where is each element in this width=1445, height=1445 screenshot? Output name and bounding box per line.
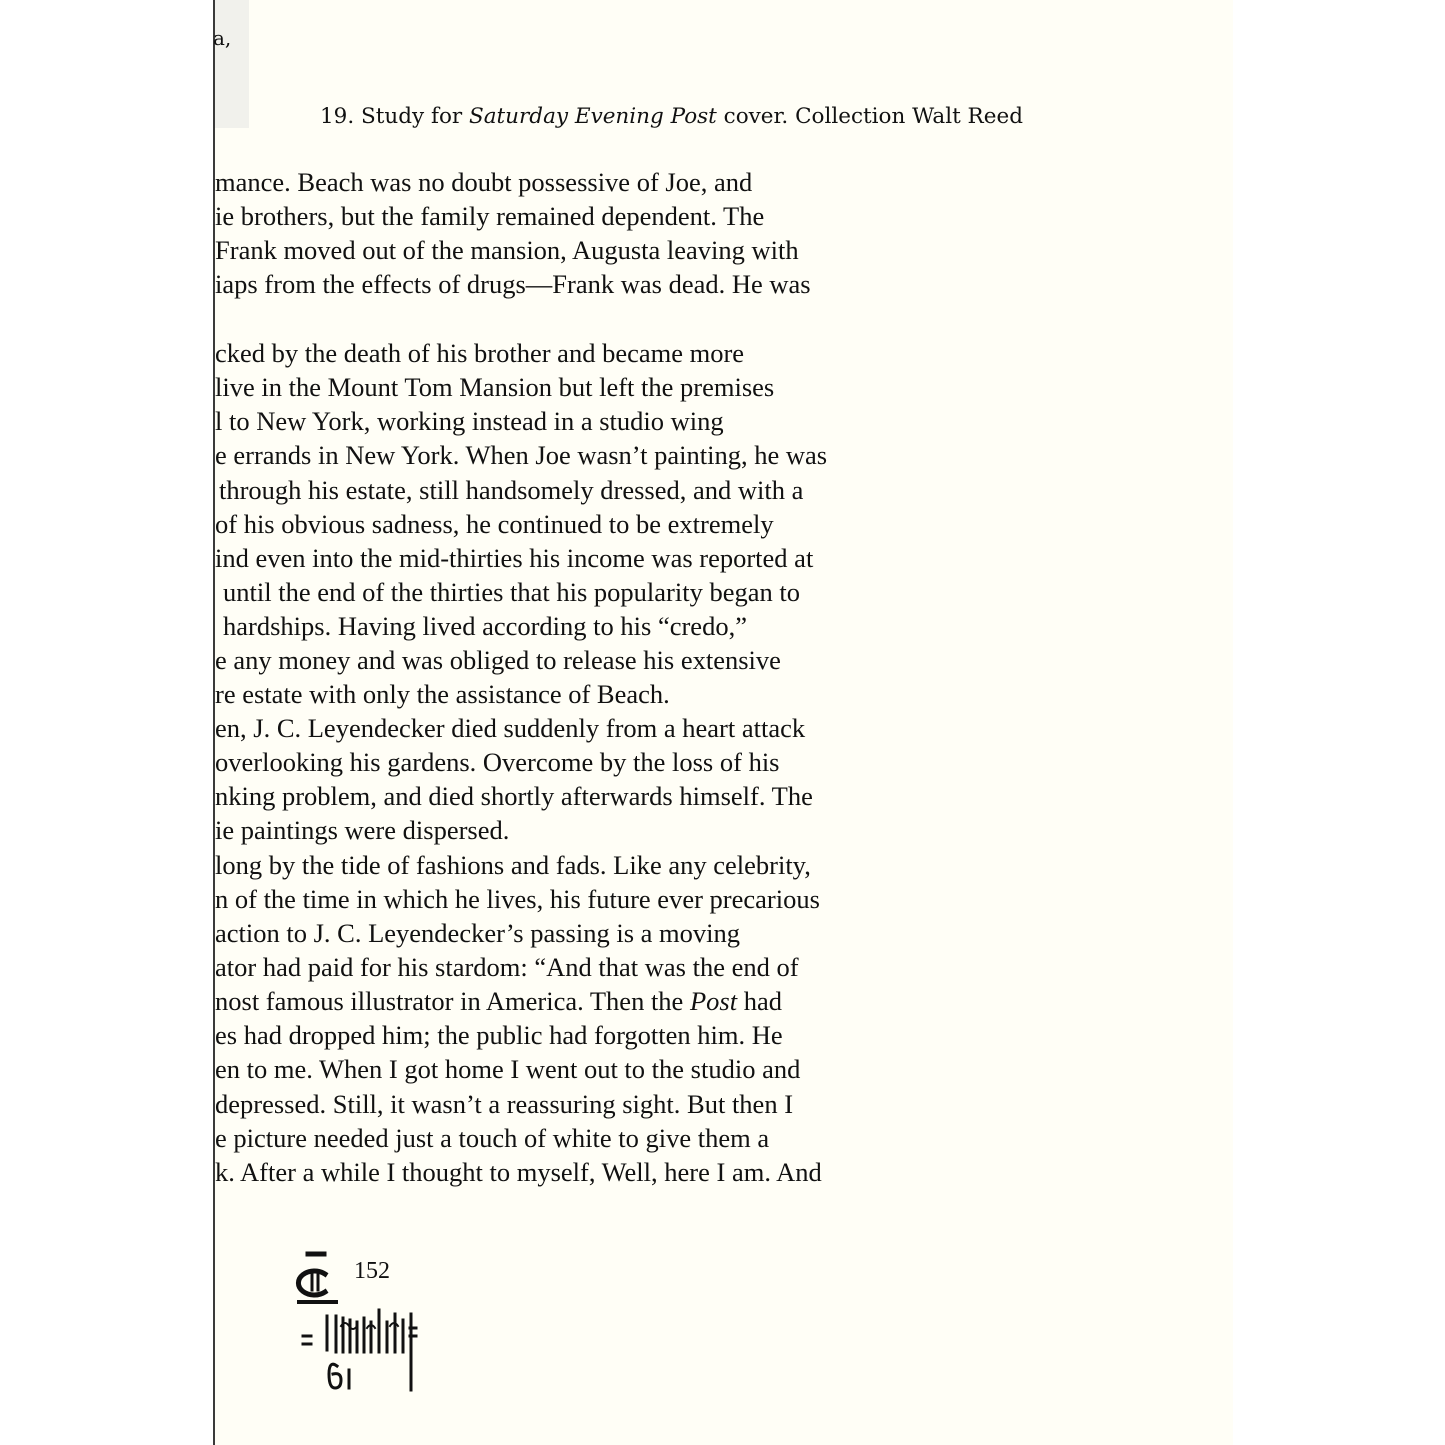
text-line [215,984,782,1018]
text-line: through his estate, still handsomely dressed, and with a [219,475,804,505]
book-page [213,0,1233,1445]
text-line: overlooking his gardens. Overcome by the loss of his [215,747,780,777]
page-number: 152 [354,1258,390,1284]
text-line: en to me. When I got home I went out to the studio and [215,1054,801,1084]
text-line: l to New York, working instead in a studio wing [215,406,724,436]
text-line: action to J. C. Leyendecker’s passing is a moving [215,918,740,948]
text-line: depressed. Still, it wasn’t a reassuring sight. But then I [215,1089,794,1119]
text-line: e picture needed just a touch of white to give them a [215,1123,770,1153]
caption-prefix: 19. Study for [320,104,469,129]
text-line: ie brothers, but the family remained dependent. The [215,201,765,231]
text-line: nking problem, and died shortly afterwards himself. The [215,781,813,811]
text-line: hardships. Having lived according to his “credo,” [223,611,747,641]
text-line: live in the Mount Tom Mansion but left the premises [215,372,775,402]
text-line: e any money and was obliged to release his extensive [215,645,781,675]
text-line: of his obvious sadness, he continued to be extremely [215,509,774,539]
text-line: en, J. C. Leyendecker died suddenly from a heart attack [215,713,806,743]
text-line: ie paintings were dispersed. [215,815,510,845]
text-segment: had [737,986,782,1016]
corner-mark: a, [213,26,232,50]
text-line: Frank moved out of the mansion, Augusta leaving with [215,235,799,265]
text-line: until the end of the thirties that his popularity began to [223,577,800,607]
text-segment: nost famous illustrator in America. Then the [215,986,690,1016]
text-line: es had dropped him; the public had forgotten him. He [215,1020,783,1050]
text-line: re estate with only the assistance of Beach. [215,679,670,709]
text-line: mance. Beach was no doubt possessive of Joe, and [215,167,753,197]
text-line: k. After a while I thought to myself, Well, here I am. And [215,1157,822,1187]
caption-suffix: cover. Collection Walt Reed [716,104,1023,129]
text-line: ind even into the mid-thirties his income was reported at [215,543,814,573]
body-text [213,0,1233,1445]
text-line: n of the time in which he lives, his future ever precarious [215,884,820,914]
caption-italic-title: Saturday Evening Post [469,104,717,129]
text-line: long by the tide of fashions and fads. Like any celebrity, [215,850,811,880]
leyendecker-monogram-icon [281,1248,441,1398]
text-line: iaps from the effects of drugs—Frank was dead. He was [215,269,811,299]
text-line: ator had paid for his stardom: “And that was the end of [215,952,799,982]
italic-post: Post [689,986,738,1016]
text-line: cked by the death of his brother and became more [215,338,745,368]
text-line: e errands in New York. When Joe wasn’t painting, he was [215,440,828,470]
